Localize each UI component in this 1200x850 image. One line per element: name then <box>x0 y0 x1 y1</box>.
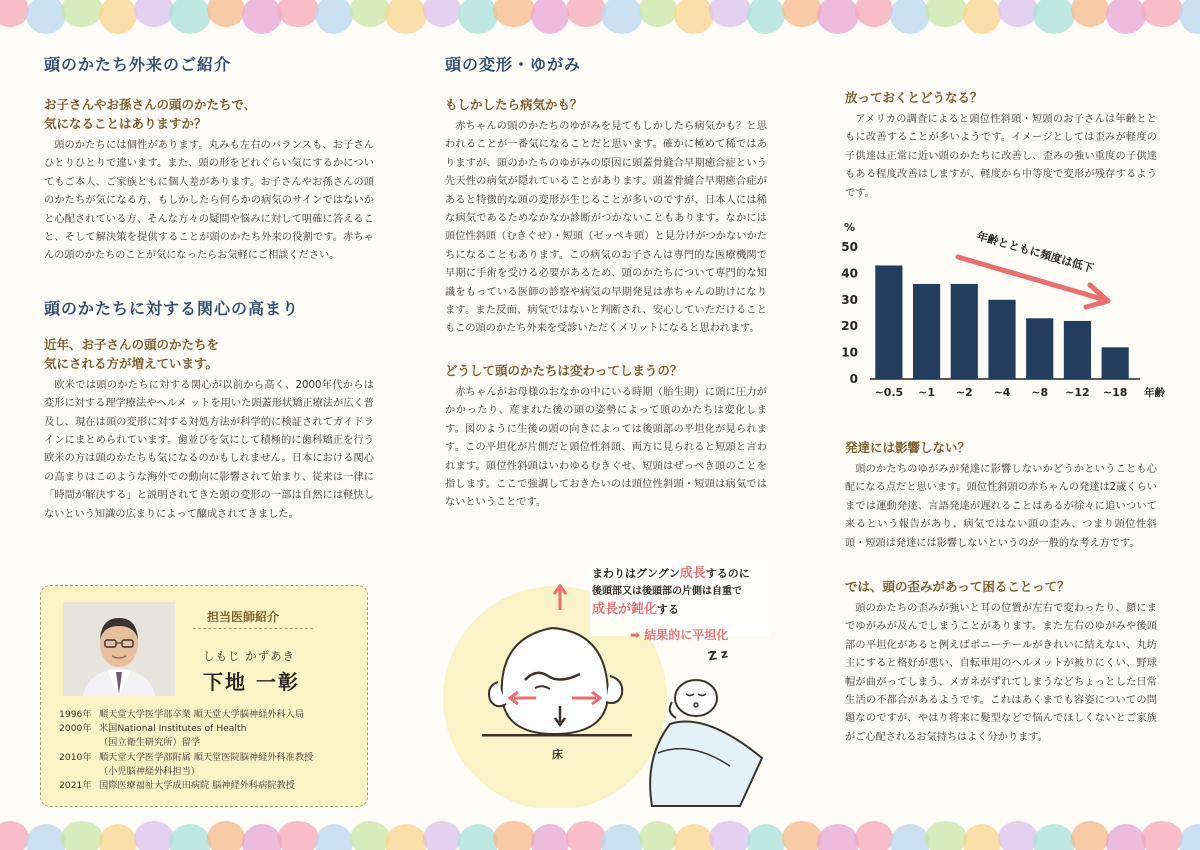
career-year: 1996年 <box>59 709 92 720</box>
decorative-dot <box>639 0 677 27</box>
caption-growth-em: 成長 <box>679 566 706 581</box>
decorative-dot <box>1106 0 1146 34</box>
decorative-dot <box>601 824 643 850</box>
decorative-dot <box>1179 0 1200 34</box>
y-tick-label: 20 <box>841 319 858 334</box>
y-tick-label: 40 <box>841 266 858 281</box>
decorative-dot <box>61 0 103 27</box>
x-tick-label: ~12 <box>1065 386 1090 399</box>
decorative-dot <box>963 0 1001 34</box>
decorative-dot <box>1106 824 1146 850</box>
decorative-dot <box>99 824 137 850</box>
bar <box>913 284 940 379</box>
sleep-zzz: Z z <box>706 646 729 664</box>
bar <box>875 265 902 379</box>
column-outcome-lower <box>845 438 1157 747</box>
decorative-dot <box>531 824 569 850</box>
caption-slowdown-post: する <box>657 603 680 616</box>
decorative-dot <box>674 0 714 34</box>
paragraph-problems: 頭のかたちの歪みが強いと耳の位置が左右で変わったり、顔にまでゆがみが及んでしまうことがあります。また左右のゆがみや後頭部の平坦化があると例えばポニーテールがきれいに結えない、丸坊主にすると格好が悪い、自転車用のヘルメットが被りにくい、野球帽が曲がってしまう、メガネがずれてしまうなどちょっとした日常生活の不都合があるようです。これはあくまでも容姿についての問題なのですが、やはり将来に髪型などで悩んでほしくないとご家族がご心配されるお気持ちはよく分かります。 <box>845 603 1157 743</box>
decorative-dot <box>890 0 930 34</box>
bar <box>1064 321 1091 379</box>
doctor-photo <box>63 602 175 696</box>
decorative-dot <box>601 0 643 34</box>
column-outcome <box>845 40 1157 203</box>
column-deformation <box>445 40 767 513</box>
x-tick-label: ~4 <box>993 386 1011 399</box>
decorative-dot <box>61 821 103 850</box>
decorative-dot <box>925 0 967 27</box>
bar <box>1102 347 1129 379</box>
profile-divider <box>193 628 313 629</box>
subheading-concern <box>44 95 374 133</box>
doctor-profile-card <box>40 585 368 807</box>
paragraph-development: 頭のかたちのゆがみが発達に影響しないかどうかということも心配になる点だと思います。頭位性斜頭の赤ちゃんの発達は2歳くらいまでは運動発達、言語発達が遅れることはあるが徐々に追いついて来るという報告があり、病気ではない頭の歪み、つまり頭位性斜頭・短頭は発達には影響しないというのが一般的な考え方です。 <box>845 464 1157 549</box>
decorative-dot <box>385 0 427 34</box>
section-title-deformation: 頭の変形・ゆがみ <box>445 55 582 74</box>
decorative-dot <box>423 0 461 27</box>
y-tick-label: 50 <box>841 240 858 254</box>
caption-result-text: 結果的に平坦化 <box>644 628 729 642</box>
decorative-dot <box>890 824 930 850</box>
decorative-dot <box>1141 821 1183 850</box>
decorative-dot <box>277 0 319 27</box>
decorative-dot <box>747 0 785 34</box>
bar <box>988 300 1015 379</box>
decorative-dot <box>782 821 822 850</box>
decorative-dot <box>963 824 1001 850</box>
subheading-disease: もしかしたら病気かも？ <box>445 97 583 112</box>
decorative-dot <box>277 821 319 850</box>
subheading-why-change: どうして頭のかたちは変わってしまうの？ <box>445 362 683 378</box>
caption-weight: 後頭部又は後頭部の片側は自重で <box>592 586 742 597</box>
decorative-dot <box>458 824 498 850</box>
decorative-dot <box>458 0 498 34</box>
age-frequency-chart <box>840 215 1170 415</box>
subheading-leave-alone: 放っておくとどうなる？ <box>845 90 983 105</box>
decorative-dot <box>925 821 967 850</box>
decorative-dot <box>1033 824 1075 850</box>
x-tick-label: ~2 <box>955 386 973 399</box>
career-year: 2021年 <box>59 780 92 792</box>
decorative-dot <box>782 0 822 27</box>
decorative-dot <box>207 821 245 850</box>
decorative-dot <box>169 0 211 34</box>
decorative-dot <box>169 824 211 850</box>
career-row <box>59 708 364 722</box>
decorative-dot <box>817 824 859 850</box>
y-tick-label: 0 <box>849 372 858 386</box>
paragraph-disease: 赤ちゃんの頭のかたちのゆがみを見てもしかしたら病気かも？と思われることが一番気になることだと思います。確かに極めて稀ではありますが、頭のかたちのゆがみの原因に頭蓋骨縫合早期癒合症という先天性の病気が隠れていることがあります。頭蓋骨縫合早期癒合症があると特徴的な頭の変形が生じることが多いのですが、日本人には稀な病気であるためなかなか診断がつかないこともあります。なかには頭位性斜頭（むきぐせ）・短頭（ゼッペキ頭）と見分けがつかないかたちになることもあります。この病気のお子さんは専門的な医療機関で早期に手術を受ける必要があるため、頭のかたちについて専門的な知識をもっている医師の診察や病気の早期発見は赤ちゃんの助けになります。また反面、病気ではないと判断され、安心していただけることもこの頭のかたち外来を受診いただくメリットになると思われます。 <box>445 121 767 335</box>
y-tick-label: 10 <box>841 345 858 360</box>
decorative-dot <box>207 0 245 27</box>
trend-annotation: 年齢とともに頻度は低下 <box>975 229 1096 276</box>
y-axis-unit: % <box>844 221 856 234</box>
subheading-concern-line1: お子さんやお孫さんの頭のかたちで、 <box>44 97 257 112</box>
decorative-dot <box>134 0 174 27</box>
decorative-dot <box>315 824 353 850</box>
decorative-dot <box>315 0 353 34</box>
x-tick-label: ~0.5 <box>874 386 904 399</box>
subheading-increase <box>44 335 374 373</box>
x-tick-label: ~18 <box>1102 386 1128 399</box>
decorative-dot <box>1071 821 1109 850</box>
career-year: 2010年 <box>59 751 92 763</box>
career-row <box>59 722 364 750</box>
decorative-dot <box>350 0 390 27</box>
career-list <box>59 708 364 793</box>
bar <box>951 284 978 379</box>
x-tick-label: ~1 <box>918 386 936 399</box>
subheading-development: 発達には影響しない？ <box>845 440 971 455</box>
paragraph-leave-alone: アメリカの調査によると頭位性斜頭・短頭のお子さんは年齢とともに改善することが多いようです。イメージとしては歪みが軽度の子供達は正常に近い頭のかたちに改善し、歪みの強い重度の子供達もある程度改善はしますが、軽度から中等度で変形が残存するようです。 <box>845 114 1157 199</box>
doctor-name: 下地 一彰 <box>203 670 300 694</box>
profile-heading: 担当医師紹介 <box>207 610 280 624</box>
decorative-dot <box>493 821 535 850</box>
decorative-dot <box>493 0 535 27</box>
decorative-dot <box>998 0 1038 27</box>
decorative-dot <box>998 821 1038 850</box>
decorative-dot <box>709 821 751 850</box>
subheading-increase-line1: 近年、お子さんの頭のかたちを <box>44 336 220 352</box>
x-tick-label: ~8 <box>1031 386 1049 399</box>
decorative-dots-bottom <box>0 810 1200 850</box>
doctor-name-kana: しもじ かずあき <box>203 649 296 663</box>
decorative-dot <box>134 821 174 850</box>
decorative-dot <box>423 821 461 850</box>
decorative-dot <box>747 824 785 850</box>
decorative-dot <box>0 821 29 850</box>
decorative-dot <box>531 0 569 34</box>
decorative-dot <box>99 0 137 34</box>
head-flattening-illustration <box>440 548 775 808</box>
caption-growth <box>592 562 750 581</box>
decorative-dot <box>855 0 893 27</box>
floor-label: 床 <box>552 748 563 761</box>
subheading-problems: では、頭の歪みがあって困ることって？ <box>845 579 1070 595</box>
caption-growth-pre: まわりはグングン <box>592 567 680 580</box>
decorative-dot <box>817 0 859 34</box>
y-tick-label: 30 <box>841 292 858 307</box>
decorative-dot <box>385 824 427 850</box>
decorative-dot <box>566 0 606 27</box>
subheading-concern-line2: 気になることはありますか？ <box>44 116 207 131</box>
decorative-dot <box>350 821 390 850</box>
caption-growth-post: するのに <box>705 567 750 580</box>
decorative-dot <box>1141 0 1183 27</box>
section-title-interest: 頭のかたちに対する関心の高まり <box>44 298 300 318</box>
decorative-dot <box>26 824 66 850</box>
decorative-dot <box>242 0 282 34</box>
decorative-dot <box>855 821 893 850</box>
career-text: 米国National Institutes of Health （国立衛生研究所）留学 <box>99 723 247 749</box>
career-row <box>59 751 364 779</box>
career-text: 順天堂大学医学部附属 順天堂医院脳神経外科准教授 （小児脳神経外科担当） <box>99 751 314 777</box>
caption-result <box>630 626 728 643</box>
decorative-dot <box>26 0 66 34</box>
career-year: 2000年 <box>59 723 92 735</box>
decorative-dot <box>0 0 29 27</box>
decorative-dot <box>242 824 282 850</box>
paragraph-why-change: 赤ちゃんがお母様のおなかの中にいる時期（胎生期）に頭に圧力がかかったり、産まれた後の頭の姿勢によって頭のかたちは変化します。図のように生後の頭の向きによっては後頭部の平坦化が見られます。この平坦化が片側だと頭位性斜頭、両方に見られると短頭と言われます。頭位性斜頭はいわゆるむきぐせ、短頭はぜっぺき頭のことを指します。ここで強調しておきたいのは頭位性斜頭・短頭は病気ではないということです。 <box>445 386 767 509</box>
decorative-dot <box>1179 824 1200 850</box>
decorative-dots-top <box>0 0 1200 40</box>
section-title-clinic: 頭のかたち外来のご紹介 <box>44 55 232 74</box>
career-text: 順天堂大学医学部卒業 順天堂大学脳神経外科入局 <box>99 709 305 720</box>
caption-slowdown <box>592 598 679 617</box>
decorative-dot <box>566 821 606 850</box>
decorative-dot <box>709 0 751 27</box>
result-arrow-icon: ➡ <box>630 628 641 642</box>
decorative-dot <box>1071 0 1109 27</box>
decorative-dot <box>639 821 677 850</box>
x-axis-label: 年齢 <box>1144 387 1165 399</box>
paragraph-interest: 欧米では頭のかたちに対する関心が以前から高く、2000年代からは変形に対する理学療法やヘルメ ットを用いた頭蓋形状矯正療法が広く普及し、現在は頭の変形に対する対処方法が科学的に検証されてガイドラインにまとめられています。歯並びを気にして積極的に歯科矯正を行う欧米の方は頭のかたちも気になるのかもしれません。日本における関心の高まりはこのような海外での動向に影響されて始まり、従来は一律に「時間が解決する」と説明されてきた頭の変形の一部は自然には軽快しないという知識の広まりによって醸成されてきました。 <box>44 379 374 520</box>
caption-slowdown-em: 成長が鈍化 <box>592 602 658 617</box>
career-row <box>59 779 364 793</box>
decorative-dot <box>1033 0 1075 34</box>
subheading-increase-line2: 気にされる方が増えています。 <box>44 355 219 371</box>
bar <box>1026 318 1053 379</box>
column-intro <box>44 40 374 524</box>
career-text: 国際医療福祉大学成田病院 脳神経外科病院教授 <box>99 780 295 792</box>
decorative-dot <box>674 824 714 850</box>
paragraph-clinic-role: 頭のかたちには個性があります。丸みも左右のバランスも、お子さんひとりひとりで違います。また、頭の形をどれぐらい気にするかについてもご本人、ご家族ともに個人差があります。お子さんやお孫さんの頭のかたちが気になる方、もしかしたら何らかの病気のサインではないかと心配されている方、そんな方々の疑問や悩みに対して明確に答えること、そして解決策を提供することが頭のかたち外来の役割です。赤ちゃんの頭のかたちのことが気になったらお気軽にご相談ください。 <box>44 140 374 262</box>
